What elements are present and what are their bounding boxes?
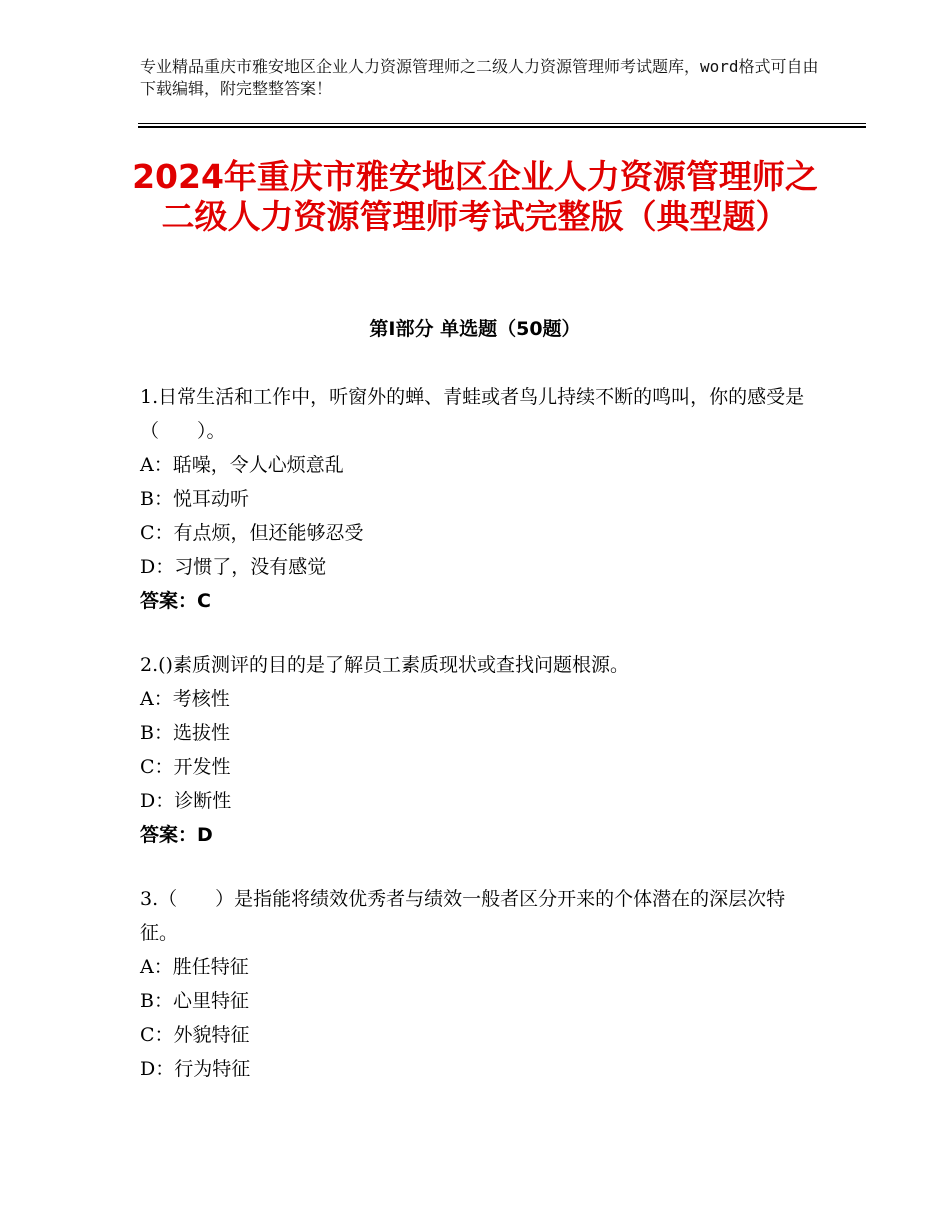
question-stem: 2.()素质测评的目的是了解员工素质现状或查找问题根源。 xyxy=(140,654,629,676)
question-list xyxy=(140,380,820,1116)
option-b: B：选拔性 xyxy=(140,722,230,744)
option-c: C：开发性 xyxy=(140,756,231,778)
answer: 答案：D xyxy=(140,824,213,846)
question-1 xyxy=(140,380,820,618)
header-note: 专业精品重庆市雅安地区企业人力资源管理师之二级人力资源管理师考试题库，word格式可自由下载编辑，附完整整答案！ xyxy=(140,57,819,98)
answer: 答案：C xyxy=(140,590,211,612)
option-d: D：诊断性 xyxy=(140,790,232,812)
header-divider-thin xyxy=(138,123,866,124)
option-a: A：聒噪，令人心烦意乱 xyxy=(140,454,344,476)
option-d: D：习惯了，没有感觉 xyxy=(140,556,327,578)
option-a: A：考核性 xyxy=(140,688,230,710)
question-stem: 3.（ ）是指能将绩效优秀者与绩效一般者区分开来的个体潜在的深层次特征。 xyxy=(140,888,786,944)
document-title: 2024年重庆市雅安地区企业人力资源管理师之二级人力资源管理师考试完整版（典型题） xyxy=(132,157,818,236)
option-c: C：有点烦，但还能够忍受 xyxy=(140,522,364,544)
option-d: D：行为特征 xyxy=(140,1058,251,1080)
option-a: A：胜任特征 xyxy=(140,956,249,978)
option-b: B：悦耳动听 xyxy=(140,488,249,510)
header-divider-thick xyxy=(138,126,866,128)
section-title: 第Ⅰ部分 单选题（50题） xyxy=(369,318,581,340)
question-stem: 1.日常生活和工作中，听窗外的蝉、青蛙或者鸟儿持续不断的鸣叫，你的感受是（ ）。 xyxy=(140,386,805,442)
question-2 xyxy=(140,648,820,852)
option-b: B：心里特征 xyxy=(140,990,249,1012)
question-3 xyxy=(140,882,820,1086)
option-c: C：外貌特征 xyxy=(140,1024,250,1046)
